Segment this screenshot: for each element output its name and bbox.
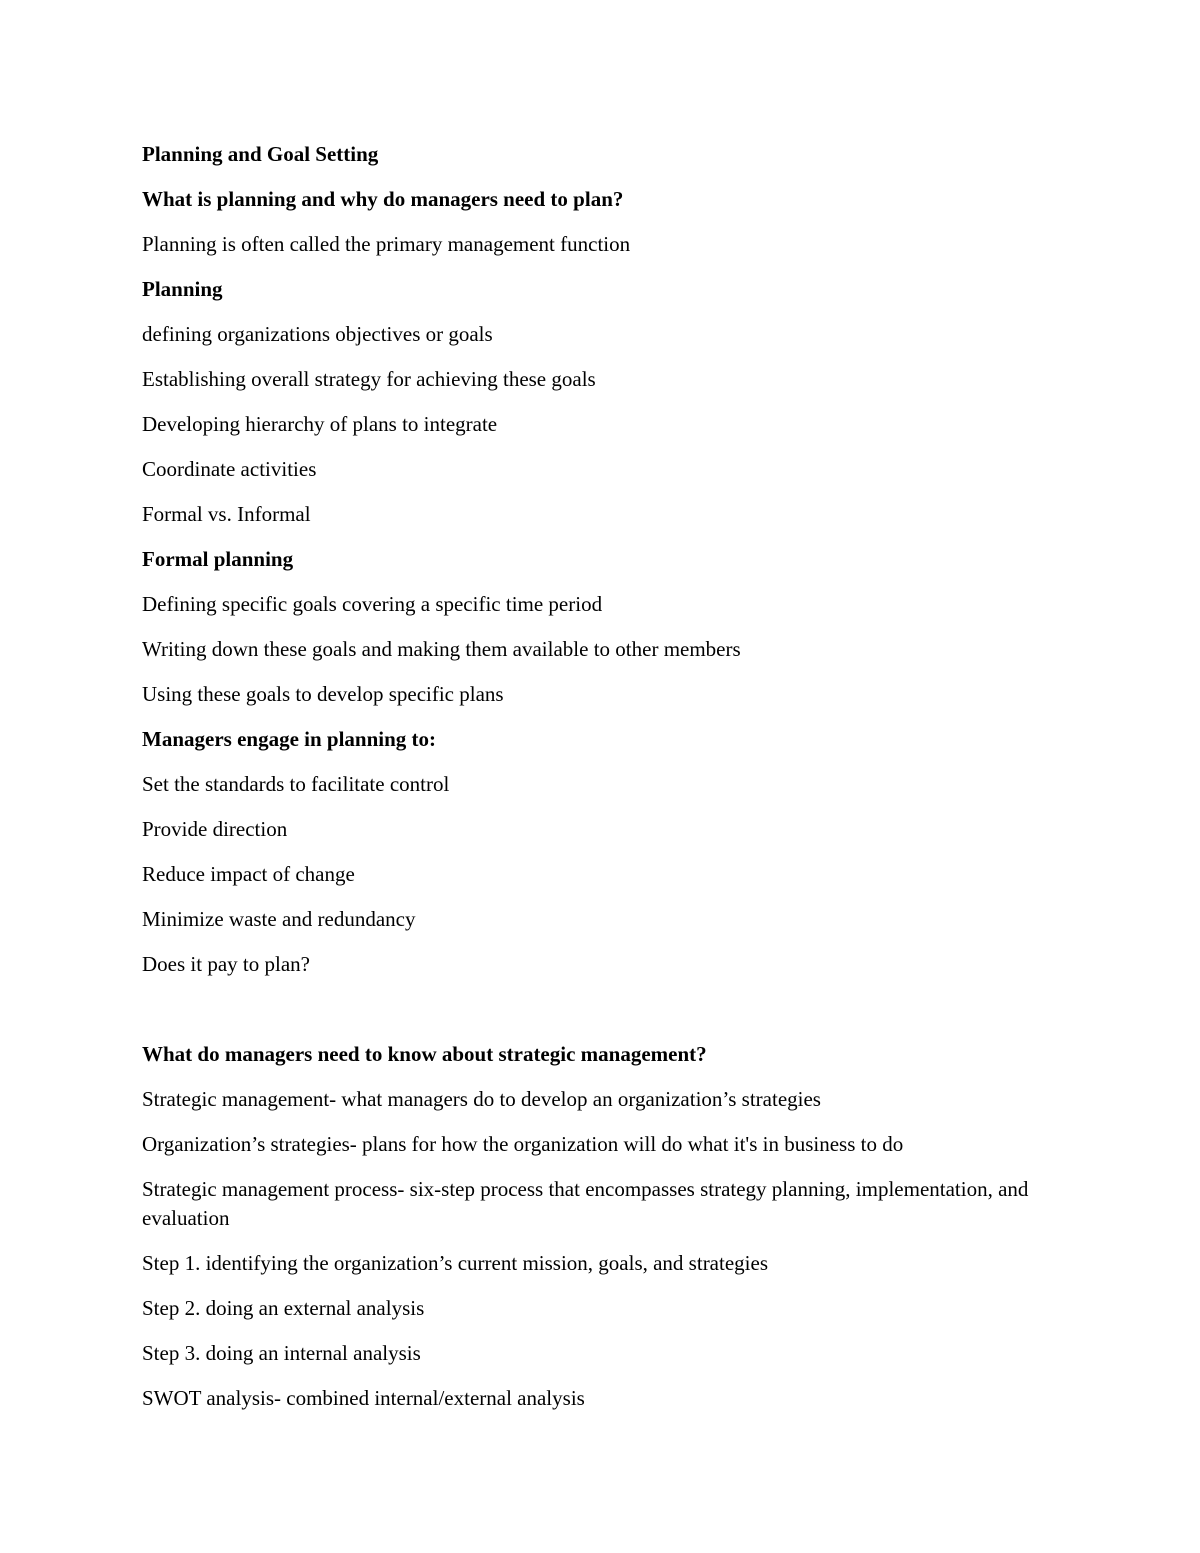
strategic-item: Step 1. identifying the organization’s current mission, goals, and strategies	[142, 1251, 768, 1275]
section-heading-strategic-management: What do managers need to know about strategic management?	[142, 1042, 707, 1066]
managers-item: Provide direction	[142, 817, 288, 841]
planning-item: Establishing overall strategy for achieving these goals	[142, 367, 596, 391]
section-heading-planning: What is planning and why do managers need to plan?	[142, 187, 624, 211]
strategic-item: SWOT analysis- combined internal/external analysis	[142, 1386, 585, 1410]
strategic-item: Step 2. doing an external analysis	[142, 1296, 425, 1320]
document-body	[142, 140, 1042, 1429]
subheading-managers-engage: Managers engage in planning to:	[142, 727, 437, 751]
planning-item: Developing hierarchy of plans to integrate	[142, 412, 498, 436]
strategic-item: Strategic management- what managers do to develop an organization’s strategies	[142, 1087, 821, 1111]
formal-planning-item: Using these goals to develop specific plans	[142, 682, 504, 706]
subheading-formal-planning: Formal planning	[142, 547, 294, 571]
blank-line	[142, 995, 1042, 1024]
planning-item: Coordinate activities	[142, 457, 317, 481]
strategic-item: Step 3. doing an internal analysis	[142, 1341, 421, 1365]
planning-item: Formal vs. Informal	[142, 502, 311, 526]
strategic-item: Organization’s strategies- plans for how the organization will do what it's in business to do	[142, 1132, 904, 1156]
paragraph-primary-function: Planning is often called the primary management function	[142, 232, 631, 256]
managers-item: Reduce impact of change	[142, 862, 355, 886]
formal-planning-item: Writing down these goals and making them available to other members	[142, 637, 741, 661]
subheading-planning: Planning	[142, 277, 223, 301]
managers-item: Minimize waste and redundancy	[142, 907, 416, 931]
document-title: Planning and Goal Setting	[142, 142, 379, 166]
managers-item: Does it pay to plan?	[142, 952, 310, 976]
managers-item: Set the standards to facilitate control	[142, 772, 450, 796]
planning-item: defining organizations objectives or goals	[142, 322, 493, 346]
formal-planning-item: Defining specific goals covering a specific time period	[142, 592, 603, 616]
strategic-item: Strategic management process- six-step process that encompasses strategy planning, implementation, and evaluation	[142, 1177, 1029, 1230]
